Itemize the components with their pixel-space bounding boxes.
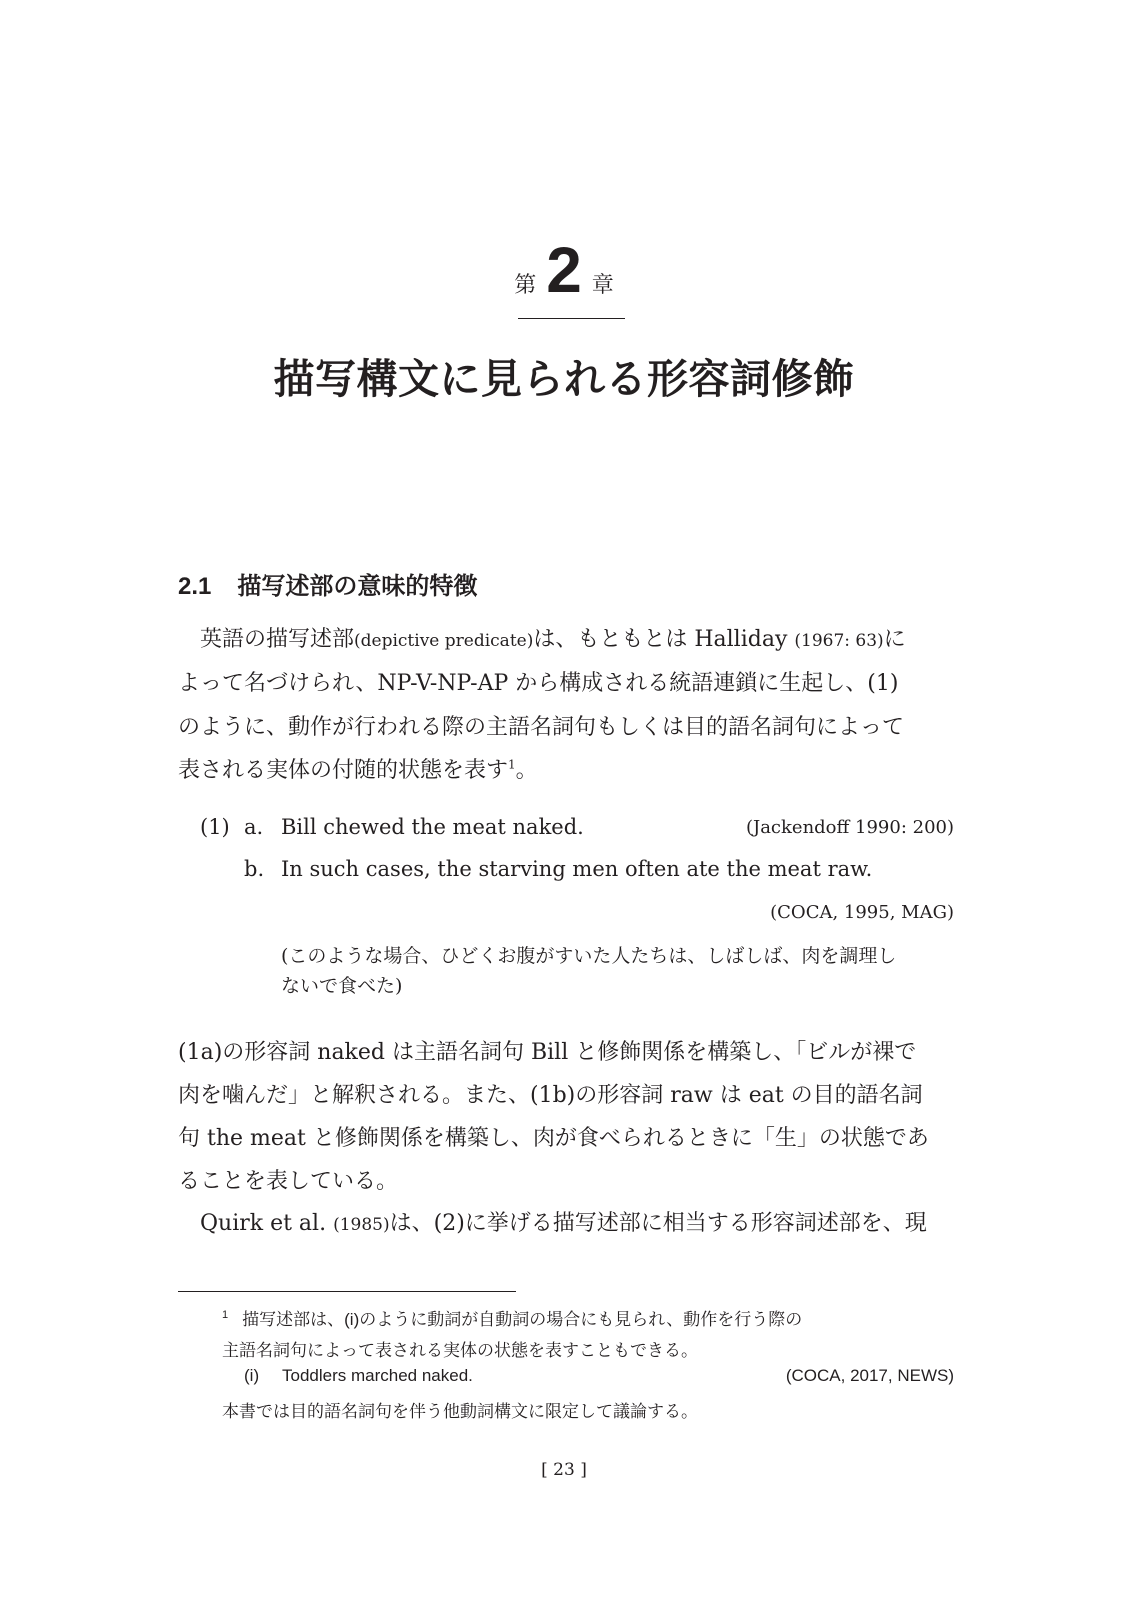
para2-line2: 肉を噛んだ」と解釈される。また、(1b)の形容詞 raw は eat の目的語名詞 (178, 1083, 923, 1108)
text-span: 。 (515, 758, 538, 783)
example-b-source: (COCA, 1995, MAG) (770, 902, 954, 923)
footnote-ref: 1 (508, 757, 516, 772)
footnote-number: 1 (222, 1309, 229, 1322)
text-span: は、(2)に挙げる描写述部に相当する形容詞述部を、現 (389, 1211, 927, 1236)
chapter-rule (518, 318, 625, 319)
text-span: 描写述部は、(i)のように動詞が自動詞の場合にも見られ、動作を行う際の (242, 1310, 803, 1329)
para1-line3: のように、動作が行われる際の主語名詞句もしくは目的語名詞句によって (178, 715, 905, 740)
chapter-title: 描写構文に見られる形容詞修飾 (273, 356, 855, 402)
para2-line3: 句 the meat と修飾関係を構築し、肉が食べられるときに「生」の状態であ (178, 1126, 929, 1151)
page-number: [ 23 ] (541, 1460, 587, 1480)
text-span: 表される実体の付随的状態を表す (178, 758, 509, 783)
footnote-line4: 本書では目的語名詞句を伴う他動詞構文に限定して議論する。 (222, 1402, 698, 1421)
chapter-number: 2 (546, 234, 582, 306)
text-span: に (883, 627, 906, 652)
text-span: は、もともとは Halliday (533, 627, 795, 652)
example-a-source: (Jackendoff 1990: 200) (745, 817, 954, 838)
example-b-label: b. (244, 857, 265, 881)
para1-line2: よって名づけられ、NP-V-NP-AP から構成される統語連鎖に生起し、(1) (178, 671, 899, 696)
para2-line4: ることを表している。 (178, 1169, 399, 1194)
footnote-line2: 主語名詞句によって表される実体の状態を表すこともできる。 (222, 1341, 698, 1360)
section-heading (178, 566, 477, 601)
para2-line1: (1a)の形容詞 naked は主語名詞句 Bill と修飾関係を構築し、「ビルが裸で (178, 1040, 917, 1065)
text-span: Quirk et al. (200, 1211, 334, 1236)
section-number: 2.1 (178, 573, 212, 600)
text-span: 英語の描写述部 (200, 627, 355, 652)
para1-line4 (178, 753, 538, 784)
footnote-example-text: Toddlers marched naked. (282, 1366, 473, 1385)
text-span: (1985) (333, 1215, 390, 1235)
para3-line1 (200, 1206, 927, 1237)
footnote-example-label: (i) (244, 1366, 260, 1385)
text-span: (1967: 63) (794, 631, 884, 651)
text-span: (depictive predicate) (354, 631, 534, 651)
chapter-heading (0, 234, 1128, 306)
example-a-label: a. (244, 815, 264, 839)
chapter-prefix: 第 (514, 272, 537, 297)
example-b-text: In such cases, the starving men often ate the meat raw. (281, 857, 873, 881)
example-number: (1) (200, 815, 230, 839)
example-a-text: Bill chewed the meat naked. (281, 815, 584, 839)
para1-line1 (200, 622, 906, 653)
example-gloss-line1: (このような場合、ひどくお腹がすいた人たちは、しばしば、肉を調理し (281, 945, 897, 967)
footnote-line1 (222, 1305, 802, 1330)
footnote-rule (178, 1291, 516, 1292)
example-gloss-line2: ないで食べた) (281, 975, 403, 997)
chapter-suffix: 章 (591, 272, 614, 297)
footnote-example-source: (COCA, 2017, NEWS) (785, 1366, 954, 1385)
section-title: 描写述部の意味的特徴 (237, 573, 478, 600)
